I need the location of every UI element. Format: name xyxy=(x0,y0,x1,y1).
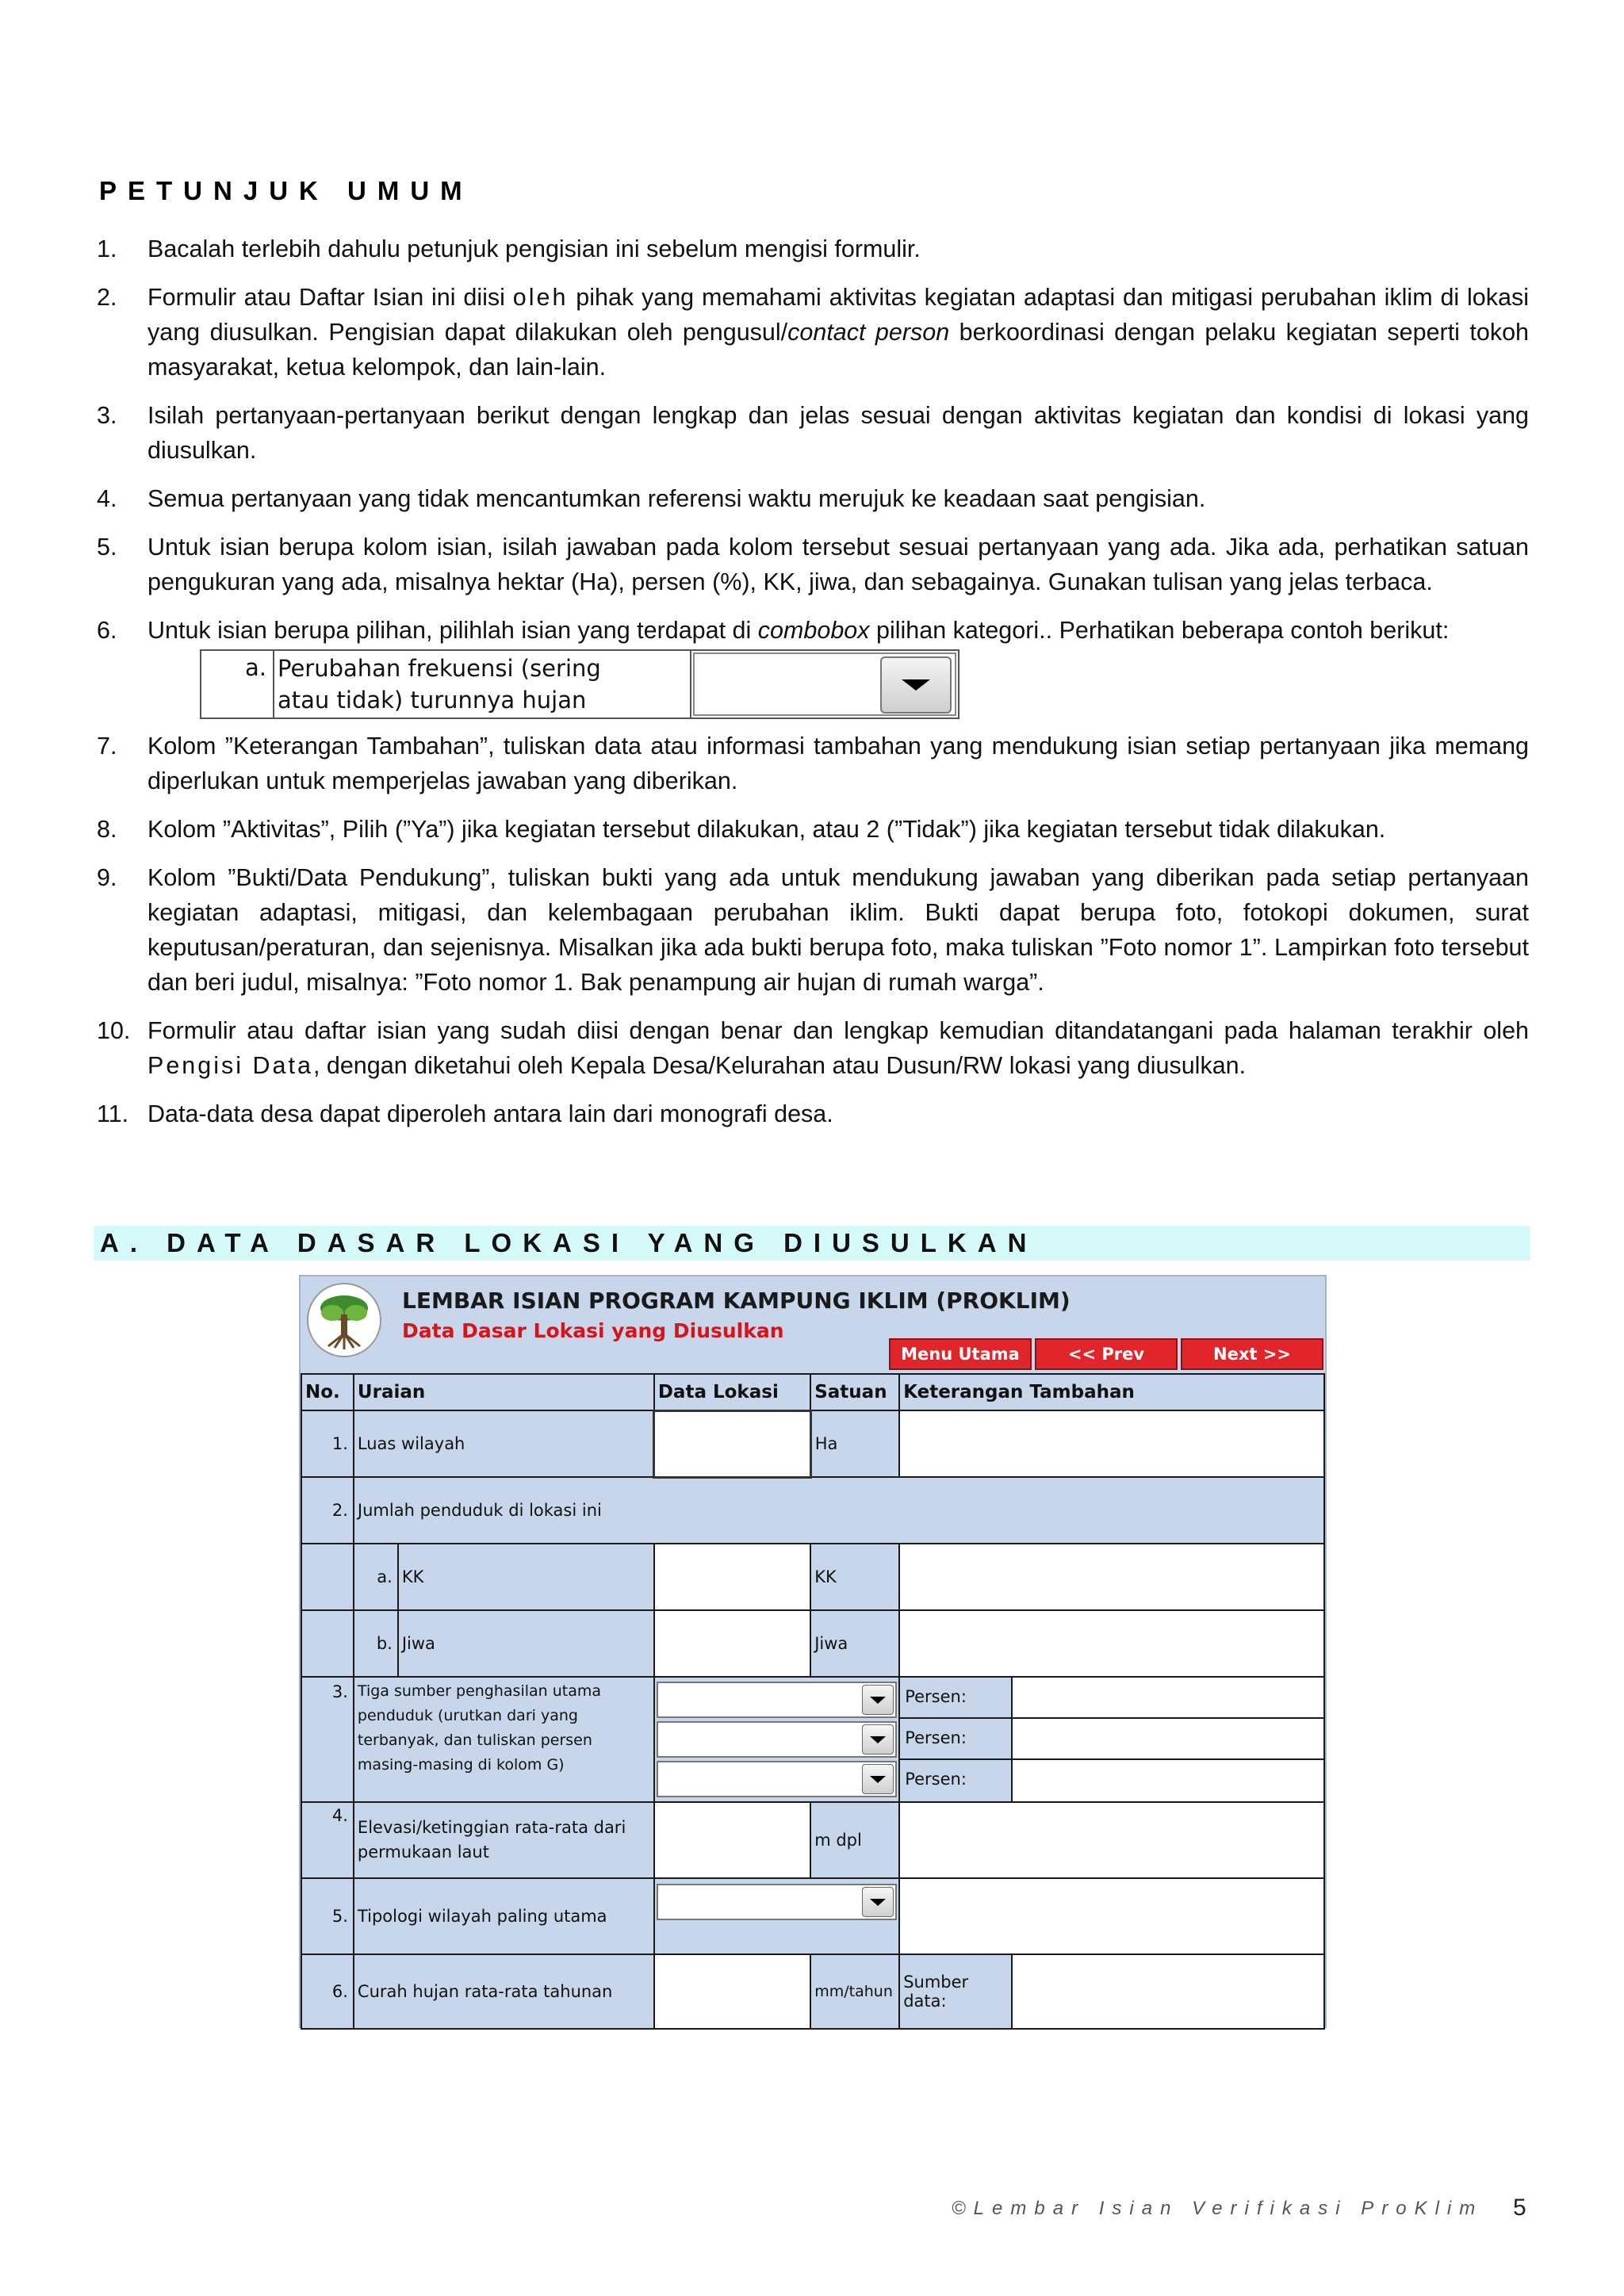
col-no: No. xyxy=(301,1374,354,1410)
prev-button[interactable]: << Prev xyxy=(1035,1338,1178,1370)
list-item: 1. Bacalah terlebih dahulu petunjuk pengisian ini sebelum mengisi formulir. xyxy=(97,235,921,262)
dropdown-arrow-icon[interactable] xyxy=(862,1685,894,1715)
col-satuan: Satuan xyxy=(810,1374,899,1410)
table-header-row xyxy=(301,1374,1324,1410)
form-subtitle: Data Dasar Lokasi yang Diusulkan xyxy=(402,1319,784,1342)
keterangan-input[interactable] xyxy=(899,1410,1324,1477)
page-number: 5 xyxy=(1513,2195,1526,2221)
col-uraian: Uraian xyxy=(354,1374,654,1410)
list-item: 5. Untuk isian berupa kolom isian, isilah jawaban pada kolom tersebut sesuai pertanyaan yang ada. Jika ada, perhatikan satuan pengukuran yang ada, misalnya hektar (Ha), persen (%), KK, jiwa, dan sebagainya. Gunakan tulisan yang jelas terbaca. xyxy=(97,534,1529,595)
instruction-list xyxy=(97,232,1529,1145)
col-data-lokasi: Data Lokasi xyxy=(654,1374,810,1410)
col-keterangan: Keterangan Tambahan xyxy=(899,1374,1324,1410)
sumber-penghasilan-2-select[interactable] xyxy=(657,1721,897,1758)
example-combobox[interactable] xyxy=(693,652,956,716)
footer-text: ©Lembar Isian Verifikasi ProKlim xyxy=(952,2198,1484,2219)
elevasi-input[interactable] xyxy=(654,1802,810,1878)
table-row: 4. Elevasi/ketinggian rata-rata dari permukaan laut m dpl xyxy=(301,1802,1324,1878)
kk-input[interactable] xyxy=(654,1544,810,1610)
list-item: 8. Kolom ”Aktivitas”, Pilih (”Ya”) jika kegiatan tersebut dilakukan, atau 2 (”Tidak”) jika kegiatan tersebut tidak dilakukan. xyxy=(97,816,1386,843)
form-screenshot xyxy=(299,1275,1327,2028)
table-row: 5. Tipologi wilayah paling utama xyxy=(301,1878,1324,1954)
table-row: 1. Luas wilayah Ha xyxy=(301,1410,1324,1477)
tree-logo-icon xyxy=(307,1283,381,1357)
section-a-header: A. DATA DASAR LOKASI YANG DIUSULKAN xyxy=(94,1226,1530,1261)
curah-hujan-input[interactable] xyxy=(654,1954,810,2029)
dropdown-arrow-icon[interactable] xyxy=(880,656,952,714)
table-row: 3. Tiga sumber penghasilan utama penduduk (urutkan dari yang terbanyak, dan tuliskan persen masing-masing di kolom G) Persen: Persen: Persen: xyxy=(301,1677,1324,1802)
dropdown-arrow-icon[interactable] xyxy=(862,1887,894,1917)
keterangan-input[interactable] xyxy=(899,1802,1324,1878)
keterangan-input[interactable] xyxy=(899,1610,1324,1677)
tipologi-wilayah-select[interactable] xyxy=(657,1884,897,1920)
list-item: 6. Untuk isian berupa pilihan, pilihlah isian yang terdapat di combobox pilihan kategori.. Perhatikan beberapa contoh berikut: xyxy=(97,617,1450,644)
persen-2-input[interactable] xyxy=(1013,1719,1323,1758)
dropdown-arrow-icon[interactable] xyxy=(862,1764,894,1794)
list-item: 4. Semua pertanyaan yang tidak mencantumkan referensi waktu merujuk ke keadaan saat pengisian. xyxy=(97,485,1206,512)
table-row: 6. Curah hujan rata-rata tahunan mm/tahun Sumber data: xyxy=(301,1954,1324,2029)
keterangan-input[interactable] xyxy=(899,1878,1324,1954)
sumber-penghasilan-3-select[interactable] xyxy=(657,1761,897,1797)
keterangan-input[interactable] xyxy=(899,1544,1324,1610)
menu-utama-button[interactable]: Menu Utama xyxy=(889,1338,1032,1370)
dropdown-arrow-icon[interactable] xyxy=(862,1724,894,1755)
example-label: Perubahan frekuensi (sering atau tidak) turunnya hujan xyxy=(273,651,691,718)
next-button[interactable]: Next >> xyxy=(1181,1338,1323,1370)
sumber-data-input[interactable] xyxy=(1012,1954,1324,2029)
form-header xyxy=(301,1276,1325,1373)
list-item: 2. Formulir atau Daftar Isian ini diisi oleh pihak yang memahami aktivitas kegiatan adaptasi dan mitigasi perubahan iklim di lokasi yang diusulkan. Pengisian dapat dilakukan oleh pengusul/contact person berkoordinasi dengan pelaku kegiatan seperti tokoh masyarakat, ketua kelompok, dan lain-lain. xyxy=(97,284,1529,381)
data-table xyxy=(301,1373,1325,2030)
table-row: a. KK KK xyxy=(301,1544,1324,1610)
form-title: LEMBAR ISIAN PROGRAM KAMPUNG IKLIM (PROKLIM) xyxy=(402,1288,1071,1314)
jiwa-input[interactable] xyxy=(654,1610,810,1677)
list-item: 3. Isilah pertanyaan-pertanyaan berikut dengan lengkap dan jelas sesuai dengan aktivitas kegiatan dan kondisi di lokasi yang diusulkan. xyxy=(97,402,1529,464)
combobox-example xyxy=(200,649,959,719)
table-row: b. Jiwa Jiwa xyxy=(301,1610,1324,1677)
sumber-penghasilan-1-select[interactable] xyxy=(657,1682,897,1718)
list-item: 9. Kolom ”Bukti/Data Pendukung”, tuliskan bukti yang ada untuk mendukung jawaban yang diberikan pada setiap pertanyaan kegiatan adaptasi, mitigasi, dan kelembagaan perubahan iklim. Bukti dapat berupa foto, fotokopi dokumen, surat keputusan/peraturan, dan sejenisnya. Misalkan jika ada bukti berupa foto, maka tuliskan ”Foto nomor 1”. Lampirkan foto tersebut dan beri judul, misalnya: ”Foto nomor 1. Bak penampung air hujan di rumah warga”. xyxy=(97,864,1529,996)
list-item: 7. Kolom ”Keterangan Tambahan”, tuliskan data atau informasi tambahan yang mendukung isian setiap pertanyaan jika memang diperlukan untuk memperjelas jawaban yang diberikan. xyxy=(97,733,1529,794)
list-item: 11. Data-data desa dapat diperoleh antara lain dari monografi desa. xyxy=(97,1100,833,1127)
table-row: 2. Jumlah penduduk di lokasi ini xyxy=(301,1477,1324,1544)
page-heading: PETUNJUK UMUM xyxy=(99,176,473,205)
luas-wilayah-input[interactable] xyxy=(654,1410,810,1477)
persen-3-input[interactable] xyxy=(1013,1760,1323,1801)
persen-1-input[interactable] xyxy=(1013,1678,1323,1717)
example-letter: a. xyxy=(245,654,266,681)
list-item: 10. Formulir atau daftar isian yang sudah diisi dengan benar dan lengkap kemudian ditandatangani pada halaman terakhir oleh Pengisi Data, dengan diketahui oleh Kepala Desa/Kelurahan atau Dusun/RW lokasi yang diusulkan. xyxy=(97,1017,1529,1079)
